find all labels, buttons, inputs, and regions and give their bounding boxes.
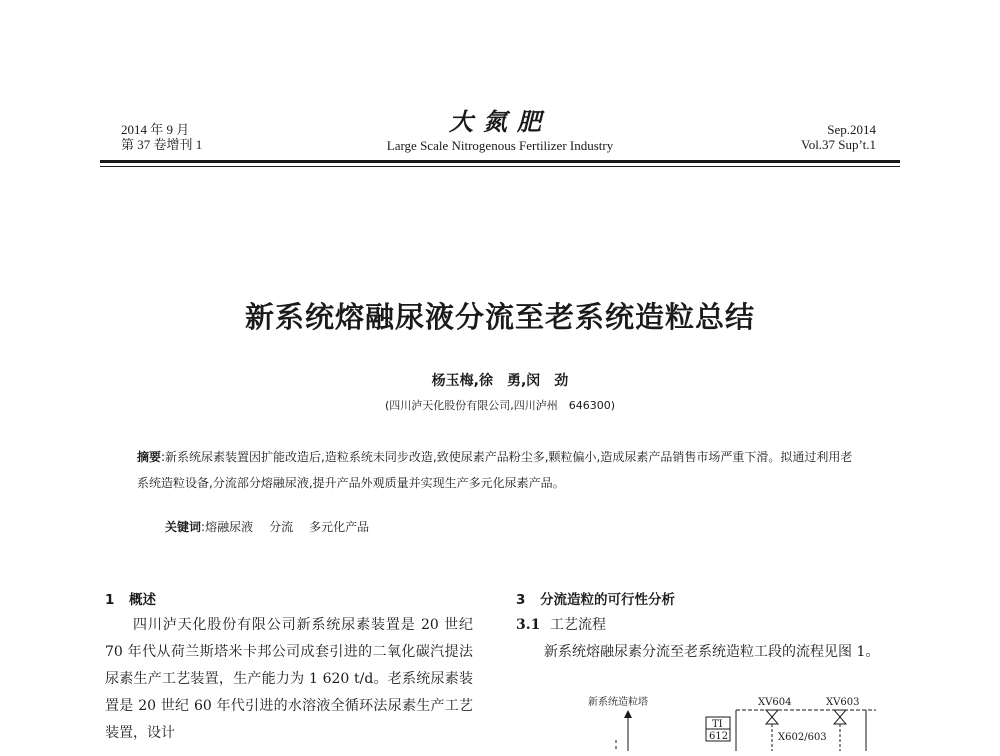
article-authors: 杨玉梅,徐 勇,闵 劲 — [431, 373, 569, 389]
valve-icon — [766, 717, 778, 724]
volume-en: Vol.37 Sup’t.1 — [800, 137, 876, 152]
valve-icon — [834, 710, 846, 717]
abstract-text: :新系统尿素装置因扩能改造后,造粒系统未同步改造,致使尿素产品粉尘多,颗粒偏小,造成尿素产品销售市场严重下滑。拟通过利用老系统造粒设备,分流部分熔融尿液,提升产品外观质量并实现生产多元化尿素产品。 — [137, 450, 853, 490]
keywords-label: 关键词 — [165, 520, 202, 534]
pump-label: X602/603 — [778, 732, 827, 743]
paragraph: 新系统熔融尿素分流至老系统造粒工段的流程见图 1。 — [544, 644, 880, 660]
article-title: 新系统熔融尿液分流至老系统造粒总结 — [244, 300, 755, 334]
keyword: 分流 — [269, 520, 294, 534]
section-title: 概述 — [129, 592, 156, 608]
journal-name-en: Large Scale Nitrogenous Fertilizer Industry — [386, 138, 614, 153]
section-3-body — [516, 639, 900, 665]
header-right — [801, 122, 876, 152]
keyword: 多元化产品 — [309, 520, 370, 534]
issue-date-cn: 2014 年 9 月 — [121, 122, 190, 137]
arrow-up-icon — [624, 710, 632, 718]
flow-diagram-svg — [586, 690, 886, 751]
valve-xv603-label: XV603 — [826, 697, 860, 708]
issue-date-en: Sep.2014 — [827, 122, 876, 137]
valve-icon — [766, 710, 778, 717]
keyword: 熔融尿液 — [205, 520, 254, 534]
abstract — [137, 444, 863, 496]
subsection-3-1-heading — [516, 614, 606, 634]
paragraph: 四川泸天化股份有限公司新系统尿素装置是 20 世纪 70 年代从荷兰斯塔米卡邦公司成套引进的二氧化碳汽提法尿素生产工艺装置，生产能力为 1 620 t/d。老系统尿素装置是 20 世纪 60 年代引进的水溶液全循环法尿素生产工艺装置，设计 — [105, 617, 473, 741]
volume-cn: 第 37 卷增刊 1 — [121, 137, 203, 152]
header-rule-thin — [100, 166, 900, 167]
subsection-title: 工艺流程 — [550, 617, 606, 633]
section-title: 分流造粒的可行性分析 — [540, 592, 675, 608]
abstract-label: 摘要 — [137, 450, 162, 464]
valve-xv604-label: XV604 — [758, 697, 792, 708]
process-flow-diagram — [586, 690, 886, 751]
valve-icon — [834, 717, 846, 724]
tower-label: 新系统造粒塔 — [588, 697, 648, 708]
keywords — [165, 518, 385, 535]
section-1-heading — [105, 588, 156, 608]
section-number: 1 — [105, 592, 115, 608]
header-rule-thick — [100, 160, 900, 163]
header-left — [121, 122, 202, 152]
journal-masthead — [340, 108, 660, 154]
section-number: 3 — [516, 592, 526, 608]
article-affiliation: (四川泸天化股份有限公司,四川泸州 646300) — [384, 399, 616, 412]
journal-logo: 大氮肥 — [449, 107, 551, 136]
ti-label: TI — [712, 719, 723, 730]
ti-number: 612 — [709, 731, 729, 742]
section-3-heading — [516, 588, 675, 608]
subsection-number: 3.1 — [516, 617, 541, 633]
section-1-body — [105, 612, 473, 747]
keywords-sep: : — [201, 520, 206, 534]
